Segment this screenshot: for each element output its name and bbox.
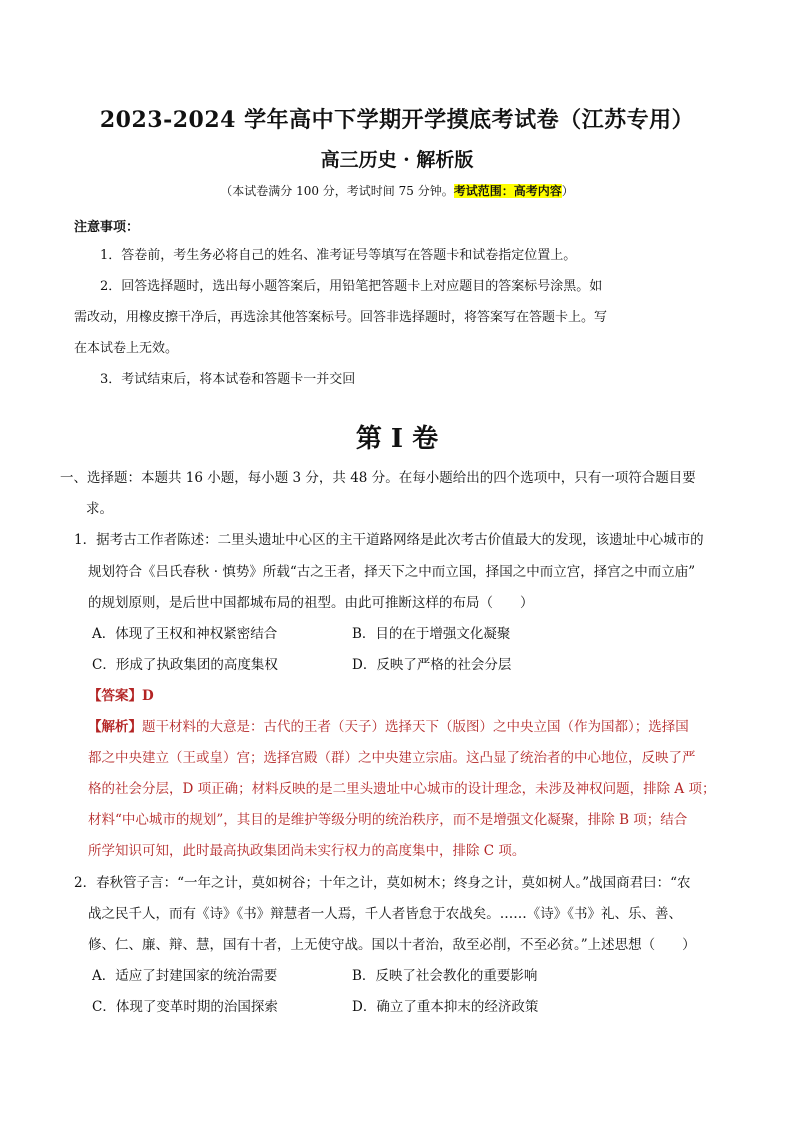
q2-stem-line-3: 修、仁、廉、辩、慧，国有十者，上无使守战。国以十者治，敌至必削，不至必贫。”上述思想（ ） <box>88 937 696 953</box>
notice-item-1: 1．答卷前，考生务必将自己的姓名、准考证号等填写在答题卡和试卷指定位置上。 <box>100 248 577 263</box>
q1-option-a: A．体现了王权和神权紧密结合 <box>92 626 278 642</box>
answer-tag: 【答案】 <box>88 688 142 704</box>
answer-value: D <box>142 688 154 704</box>
exam-title: 2023-2024 学年高中下学期开学摸底考试卷（江苏专用） <box>99 107 695 133</box>
q2-stem-line-2: 战之民千人，而有《诗》《书》辩慧者一人焉，千人者皆怠于农战矣。……《诗》《书》礼、乐、善、 <box>88 906 682 922</box>
q1-option-b: B．目的在于增强文化凝聚 <box>352 626 511 642</box>
section-title: 第 I 卷 <box>355 424 439 454</box>
q1-analysis-line-2: 都之中央建立（王或皇）宫；选择宫殿（群）之中央建立宗庙。这凸显了统治者的中心地位，反映了严 <box>88 750 696 766</box>
note-highlight: 考试范围：高考内容 <box>453 184 562 198</box>
analysis-tag: 【解析】 <box>88 719 142 735</box>
notice-item-2-line-1: 2．回答选择题时，选出每小题答案后，用铅笔把答题卡上对应题目的答案标号涂黑。如 <box>100 279 603 294</box>
q2-stem-line-1: 2．春秋管子言：“一年之计，莫如树谷；十年之计，莫如树木；终身之计，莫如树人。”战国商君曰：“农 <box>74 875 691 891</box>
q1-analysis-line-3: 格的社会分层，D 项正确；材料反映的是二里头遗址中心城市的设计理念，未涉及神权问题，排除 A 项； <box>88 781 716 797</box>
exam-note <box>0 182 794 199</box>
section-intro-line-1: 一、选择题：本题共 16 小题，每小题 3 分，共 48 分。在每小题给出的四个选项中，只有一项符合题目要 <box>60 470 696 486</box>
section-intro-line-2: 求。 <box>86 501 113 517</box>
q1-stem-line-3: 的规划原则，是后世中国都城布局的祖型。由此可推断这样的布局（ ） <box>88 595 534 611</box>
q1-analysis-line-5: 所学知识可知，此时最高执政集团尚未实行权力的高度集中，排除 C 项。 <box>88 843 526 859</box>
q1-option-c: C．形成了执政集团的高度集权 <box>92 657 278 673</box>
exam-subtitle: 高三历史 · 解析版 <box>320 149 474 171</box>
notice-item-3: 3．考试结束后，将本试卷和答题卡一并交回 <box>100 372 356 387</box>
analysis-text-1: 题干材料的大意是：古代的王者（天子）选择天下（版图）之中央立国（作为国都）；选择国 <box>142 719 689 735</box>
q2-option-a: A．适应了封建国家的统治需要 <box>92 968 278 984</box>
q1-option-d: D．反映了严格的社会分层 <box>352 657 512 673</box>
q2-option-c: C．体现了变革时期的治国探索 <box>92 999 278 1015</box>
q2-option-b: B．反映了社会教化的重要影响 <box>352 968 538 984</box>
notice-item-2-line-3: 在本试卷上无效。 <box>74 341 179 356</box>
note-suffix: ） <box>561 184 574 198</box>
q1-answer <box>88 684 154 704</box>
q1-stem-line-1: 1．据考古工作者陈述：二里头遗址中心区的主干道路网络是此次考古价值最大的发现，该遗址中心城市的 <box>74 532 704 548</box>
notice-label: 注意事项： <box>74 220 140 235</box>
notice-item-2-line-2: 需改动，用橡皮擦干净后，再选涂其他答案标号。回答非选择题时，将答案写在答题卡上。写 <box>74 310 608 325</box>
q1-analysis-line-1 <box>88 715 689 735</box>
q2-option-d: D．确立了重本抑末的经济政策 <box>352 999 539 1015</box>
note-prefix: （本试卷满分 100 分，考试时间 75 分钟。 <box>220 184 454 198</box>
q1-analysis-line-4: 材料“中心城市的规划”，其目的是维护等级分明的统治秩序，而不是增强文化凝聚，排除 B 项；结合 <box>88 812 688 828</box>
q1-stem-line-2: 规划符合《吕氏春秋 · 慎势》所载“古之王者，择天下之中而立国，择国之中而立宫，择宫之中而立庙” <box>88 564 696 580</box>
